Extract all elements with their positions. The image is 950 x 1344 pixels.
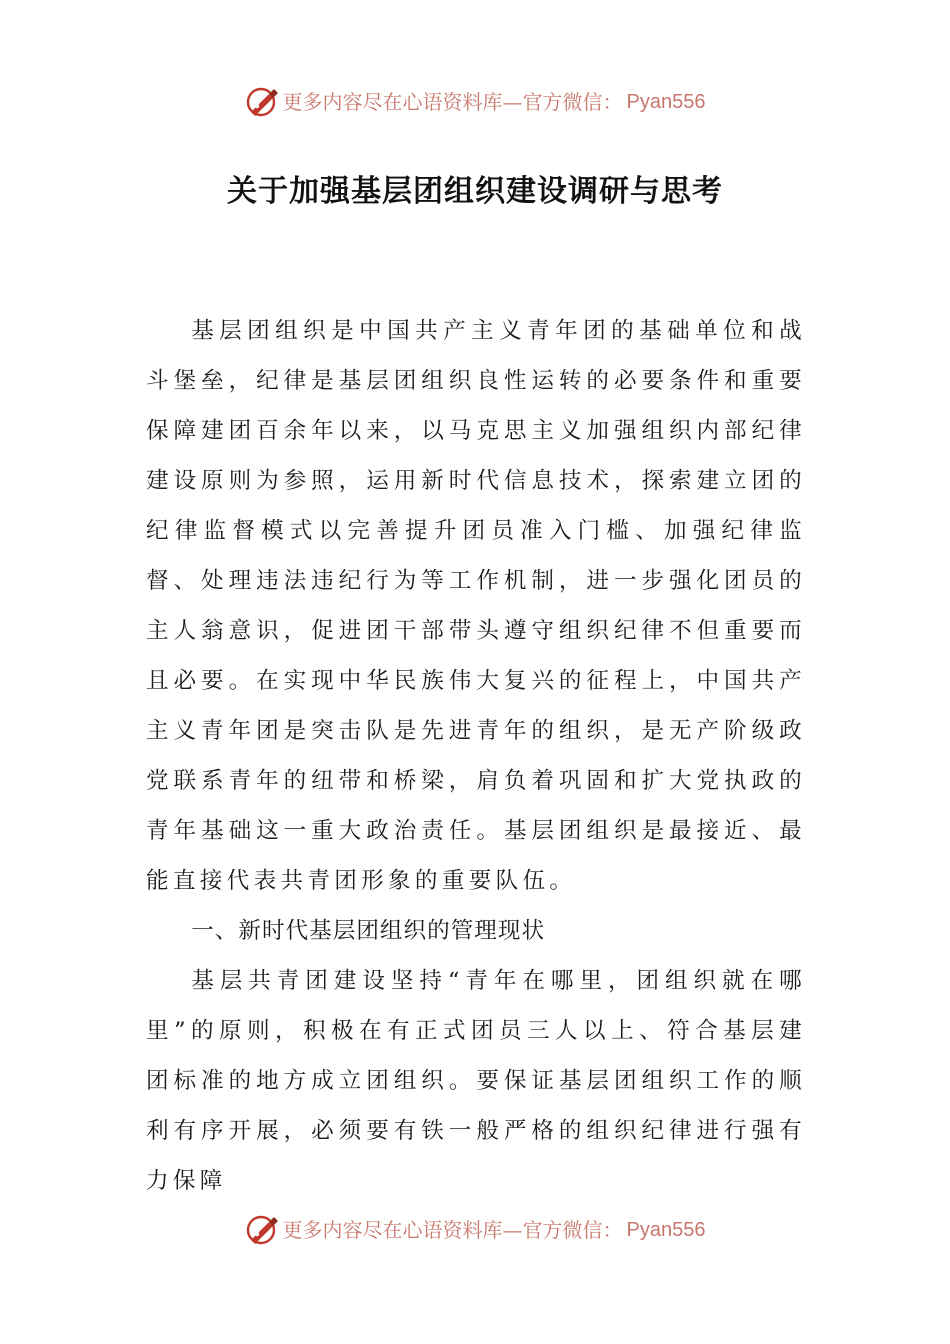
section-paragraph: 基层共青团建设坚持“青年在哪里，团组织就在哪里”的原则，积极在有正式团员三人以上、符合基层建团标准的地方成立团组织。要保证基层团组织工作的顺利有序开展，必须要有铁一般严格的组织纪律进行强有力保障 [146, 968, 806, 1194]
document-title: 关于加强基层团组织建设调研与思考 [227, 174, 723, 209]
watermark-text: 更多内容尽在心语资料库—官方微信： [282, 1218, 623, 1242]
pen-logo-icon [245, 1214, 279, 1246]
watermark-header [0, 86, 950, 118]
watermark-wechat-id: Pyan556 [626, 91, 706, 113]
document-body [146, 306, 806, 1206]
watermark-text: 更多内容尽在心语资料库—官方微信： [282, 90, 623, 114]
pen-logo-icon [245, 86, 279, 118]
body-paragraph: 基层团组织是中国共产主义青年团的基础单位和战斗堡垒，纪律是基层团组织良性运转的必要条件和重要保障建团百余年以来，以马克思主义加强组织内部纪律建设原则为参照，运用新时代信息技术，探索建立团的纪律监督模式以完善提升团员准入门槛、加强纪律监督、处理违法违纪行为等工作机制，进一步强化团员的主人翁意识，促进团干部带头遵守组织纪律不但重要而且必要。在实现中华民族伟大复兴的征程上，中国共产主义青年团是突击队是先进青年的组织，是无产阶级政党联系青年的纽带和桥梁，肩负着巩固和扩大党执政的青年基础这一重大政治责任。基层团组织是最接近、最能直接代表共青团形象的重要队伍。 [146, 318, 806, 894]
section-heading: 一、新时代基层团组织的管理现状 [191, 918, 546, 944]
watermark-footer [0, 1214, 950, 1246]
watermark-wechat-id: Pyan556 [626, 1219, 706, 1241]
